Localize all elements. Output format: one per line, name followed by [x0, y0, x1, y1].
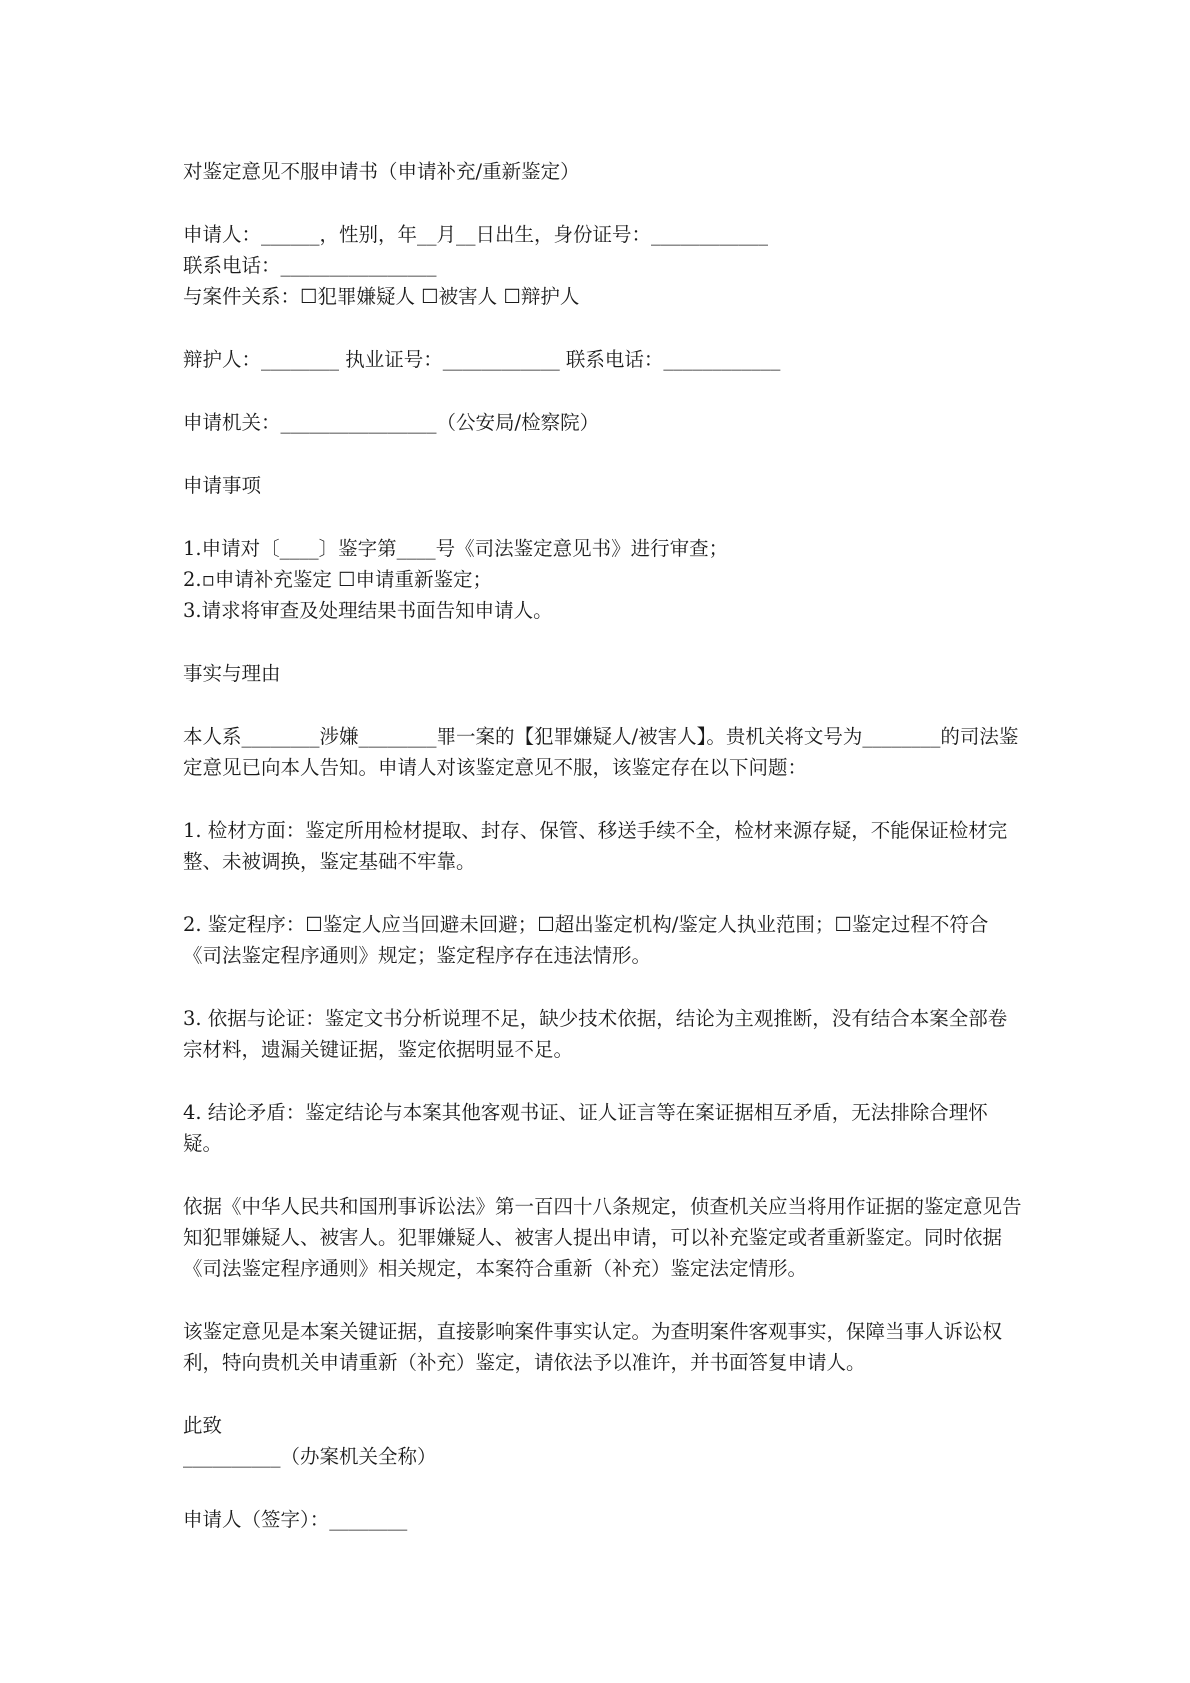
- authority-line: 申请机关：________________（公安局/检察院）: [183, 411, 600, 434]
- requests-heading: 申请事项: [183, 474, 262, 497]
- case-relation-line: 与案件关系：☐犯罪嫌疑人 ☐被害人 ☐辩护人: [183, 285, 580, 308]
- facts-point-3: 3. 依据与论证：鉴定文书分析说理不足，缺少技术依据，结论为主观推断，没有结合本案全部卷宗材料，遗漏关键证据，鉴定依据明显不足。: [183, 1007, 1008, 1061]
- request-item-1: 1.申请对〔____〕鉴字第____号《司法鉴定意见书》进行审查；: [183, 537, 729, 560]
- applicant-phone-line: 联系电话：________________: [183, 254, 437, 277]
- applicant-info-line: 申请人：______，性别，年__月__日出生，身份证号：____________: [183, 223, 769, 246]
- conclusion-paragraph: 该鉴定意见是本案关键证据，直接影响案件事实认定。为查明案件客观事实，保障当事人诉讼权利，特向贵机关申请重新（补充）鉴定，请依法予以准许，并书面答复申请人。: [183, 1320, 1003, 1374]
- recipient-line: __________（办案机关全称）: [183, 1445, 437, 1468]
- facts-point-4: 4. 结论矛盾：鉴定结论与本案其他客观书证、证人证言等在案证据相互矛盾，无法排除合理怀疑。: [183, 1101, 988, 1155]
- signature-line: 申请人（签字）：________: [183, 1508, 408, 1531]
- request-item-3: 3.请求将审查及处理结果书面告知申请人。: [183, 599, 553, 622]
- request-item-2: 2.▫申请补充鉴定 ☐申请重新鉴定；: [183, 568, 493, 591]
- salutation: 此致: [183, 1414, 223, 1437]
- legal-basis-paragraph: 依据《中华人民共和国刑事诉讼法》第一百四十八条规定，侦查机关应当将用作证据的鉴定意见告知犯罪嫌疑人、被害人。犯罪嫌疑人、被害人提出申请，可以补充鉴定或者重新鉴定。同时依据《司法鉴定程序通则》相关规定，本案符合重新（补充）鉴定法定情形。: [183, 1195, 1022, 1280]
- document-title: 对鉴定意见不服申请书（申请补充/重新鉴定）: [183, 160, 580, 183]
- facts-point-1: 1. 检材方面：鉴定所用检材提取、封存、保管、移送手续不全，检材来源存疑，不能保证检材完整、未被调换，鉴定基础不牢靠。: [183, 819, 1008, 873]
- facts-heading: 事实与理由: [183, 662, 281, 685]
- facts-point-2: 2. 鉴定程序：☐鉴定人应当回避未回避；☐超出鉴定机构/鉴定人执业范围；☐鉴定过程不符合《司法鉴定程序通则》规定；鉴定程序存在违法情形。: [183, 913, 989, 967]
- facts-intro-paragraph: 本人系________涉嫌________罪一案的【犯罪嫌疑人/被害人】。贵机关将文号为________的司法鉴定意见已向本人告知。申请人对该鉴定意见不服，该鉴定存在以下问题：: [183, 725, 1019, 779]
- defender-line: 辩护人：________ 执业证号：____________ 联系电话：____________: [183, 348, 781, 371]
